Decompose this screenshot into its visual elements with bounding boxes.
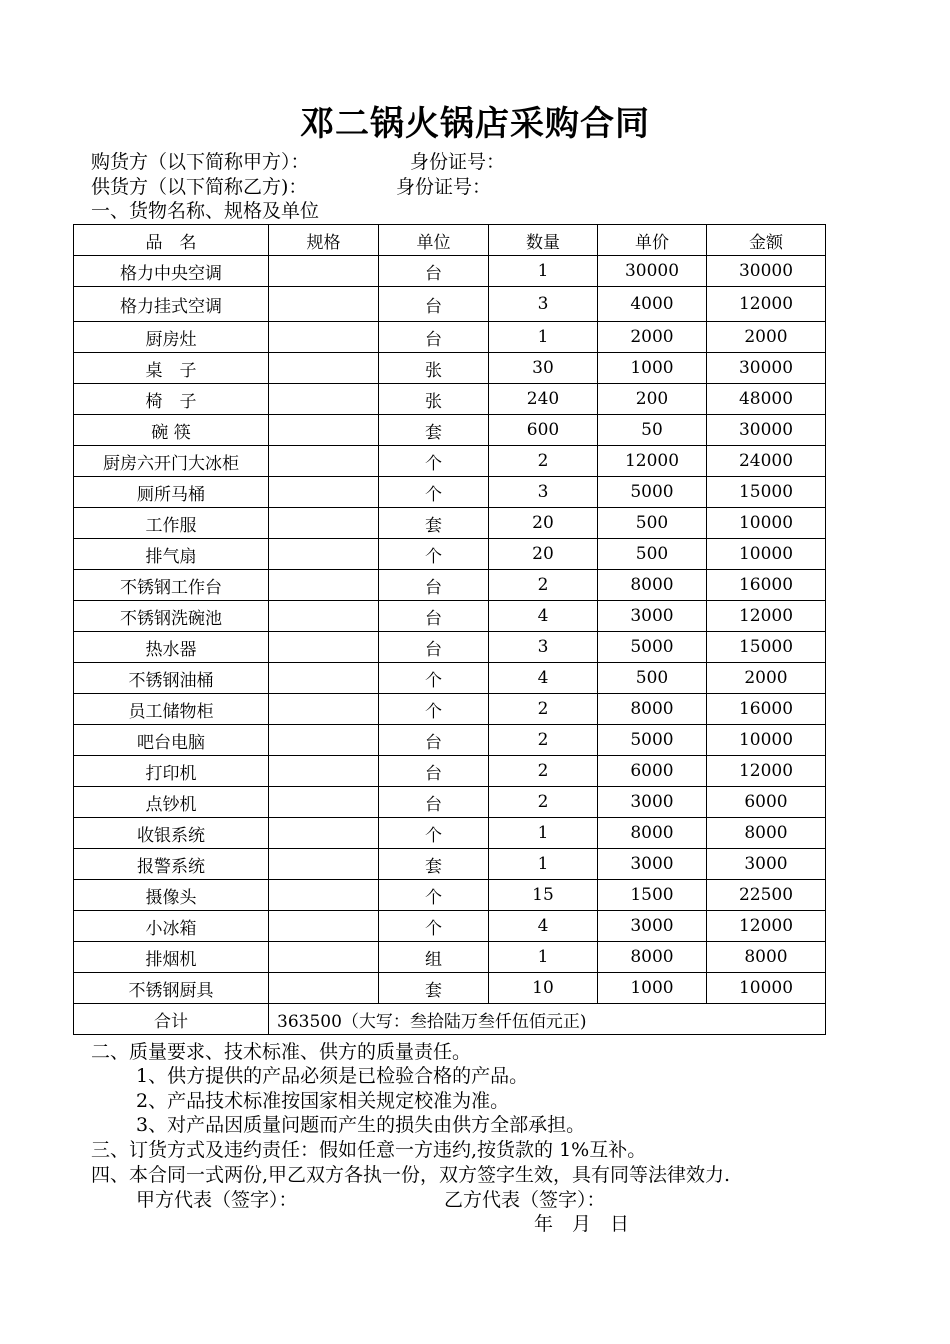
header-price: 单价 xyxy=(598,225,707,256)
cell-name: 厨房六开门大冰柜 xyxy=(74,446,269,477)
section3-text: 三、订货方式及违约责任：假如任意一方违约,按货款的 1%互补。 xyxy=(91,1139,647,1161)
cell-name: 吧台电脑 xyxy=(74,725,269,756)
cell-price: 2000 xyxy=(598,322,707,353)
cell-amount: 15000 xyxy=(707,632,826,663)
cell-qty: 1 xyxy=(489,942,598,973)
cell-amount: 2000 xyxy=(707,663,826,694)
cell-amount: 12000 xyxy=(707,756,826,787)
header-unit: 单位 xyxy=(379,225,489,256)
cell-spec xyxy=(269,942,379,973)
cell-spec xyxy=(269,601,379,632)
party-a-signature-label: 甲方代表（签字）： xyxy=(136,1189,298,1211)
cell-price: 8000 xyxy=(598,570,707,601)
cell-spec xyxy=(269,287,379,322)
cell-spec xyxy=(269,632,379,663)
cell-qty: 3 xyxy=(489,632,598,663)
cell-unit: 台 xyxy=(379,322,489,353)
cell-spec xyxy=(269,787,379,818)
header-amount: 金额 xyxy=(707,225,826,256)
cell-spec xyxy=(269,570,379,601)
cell-name: 小冰箱 xyxy=(74,911,269,942)
cell-name: 排气扇 xyxy=(74,539,269,570)
cell-qty: 15 xyxy=(489,880,598,911)
cell-spec xyxy=(269,756,379,787)
cell-unit: 个 xyxy=(379,446,489,477)
cell-name: 工作服 xyxy=(74,508,269,539)
header-name: 品 名 xyxy=(74,225,269,256)
cell-name: 员工储物柜 xyxy=(74,694,269,725)
cell-unit: 台 xyxy=(379,570,489,601)
cell-unit: 个 xyxy=(379,539,489,570)
cell-qty: 2 xyxy=(489,446,598,477)
cell-spec xyxy=(269,353,379,384)
cell-spec xyxy=(269,256,379,287)
table-row xyxy=(74,818,826,849)
table-row xyxy=(74,256,826,287)
cell-unit: 个 xyxy=(379,663,489,694)
cell-spec xyxy=(269,508,379,539)
cell-price: 12000 xyxy=(598,446,707,477)
cell-name: 排烟机 xyxy=(74,942,269,973)
cell-name: 报警系统 xyxy=(74,849,269,880)
cell-qty: 3 xyxy=(489,287,598,322)
cell-amount: 30000 xyxy=(707,353,826,384)
section2-item-1: 1、供方提供的产品必须是已检验合格的产品。 xyxy=(136,1065,529,1087)
cell-qty: 2 xyxy=(489,570,598,601)
cell-name: 收银系统 xyxy=(74,818,269,849)
cell-qty: 2 xyxy=(489,694,598,725)
cell-unit: 套 xyxy=(379,415,489,446)
cell-spec xyxy=(269,973,379,1004)
cell-price: 5000 xyxy=(598,725,707,756)
cell-qty: 4 xyxy=(489,911,598,942)
table-row xyxy=(74,384,826,415)
table-row xyxy=(74,477,826,508)
cell-amount: 16000 xyxy=(707,570,826,601)
table-row xyxy=(74,632,826,663)
cell-unit: 张 xyxy=(379,353,489,384)
cell-price: 8000 xyxy=(598,942,707,973)
cell-unit: 个 xyxy=(379,911,489,942)
cell-name: 桌 子 xyxy=(74,353,269,384)
cell-price: 500 xyxy=(598,508,707,539)
cell-price: 3000 xyxy=(598,601,707,632)
cell-spec xyxy=(269,880,379,911)
cell-unit: 台 xyxy=(379,632,489,663)
cell-amount: 30000 xyxy=(707,415,826,446)
total-row xyxy=(74,1004,826,1035)
cell-unit: 个 xyxy=(379,694,489,725)
cell-unit: 台 xyxy=(379,756,489,787)
cell-amount: 22500 xyxy=(707,880,826,911)
cell-name: 椅 子 xyxy=(74,384,269,415)
table-row xyxy=(74,539,826,570)
cell-price: 4000 xyxy=(598,287,707,322)
cell-spec xyxy=(269,322,379,353)
cell-name: 摄像头 xyxy=(74,880,269,911)
cell-price: 500 xyxy=(598,663,707,694)
cell-qty: 600 xyxy=(489,415,598,446)
document-title: 邓二锅火锅店采购合同 xyxy=(300,104,650,144)
buyer-id-label: 身份证号： xyxy=(410,151,506,173)
total-value: 363500（大写：叁拾陆万叁仟伍佰元正) xyxy=(269,1004,826,1035)
cell-qty: 1 xyxy=(489,818,598,849)
cell-spec xyxy=(269,725,379,756)
cell-spec xyxy=(269,849,379,880)
cell-price: 5000 xyxy=(598,632,707,663)
cell-qty: 4 xyxy=(489,601,598,632)
cell-qty: 2 xyxy=(489,756,598,787)
cell-price: 1000 xyxy=(598,353,707,384)
cell-qty: 20 xyxy=(489,508,598,539)
table-row xyxy=(74,973,826,1004)
table-row xyxy=(74,663,826,694)
cell-qty: 1 xyxy=(489,849,598,880)
section2-heading: 二、质量要求、技术标准、供方的质量责任。 xyxy=(91,1041,472,1063)
cell-spec xyxy=(269,477,379,508)
cell-qty: 2 xyxy=(489,725,598,756)
table-row xyxy=(74,911,826,942)
cell-price: 6000 xyxy=(598,756,707,787)
cell-spec xyxy=(269,663,379,694)
table-row xyxy=(74,601,826,632)
cell-amount: 8000 xyxy=(707,942,826,973)
cell-qty: 30 xyxy=(489,353,598,384)
cell-amount: 8000 xyxy=(707,818,826,849)
party-b-signature-label: 乙方代表（签字）： xyxy=(444,1189,606,1211)
cell-name: 碗 筷 xyxy=(74,415,269,446)
cell-name: 厨房灶 xyxy=(74,322,269,353)
cell-qty: 4 xyxy=(489,663,598,694)
cell-unit: 套 xyxy=(379,973,489,1004)
section2-item-2: 2、产品技术标准按国家相关规定校准为准。 xyxy=(136,1090,510,1112)
cell-amount: 12000 xyxy=(707,911,826,942)
cell-spec xyxy=(269,384,379,415)
cell-amount: 24000 xyxy=(707,446,826,477)
cell-qty: 240 xyxy=(489,384,598,415)
cell-unit: 个 xyxy=(379,880,489,911)
cell-amount: 16000 xyxy=(707,694,826,725)
cell-price: 200 xyxy=(598,384,707,415)
cell-price: 1500 xyxy=(598,880,707,911)
table-row xyxy=(74,446,826,477)
cell-amount: 12000 xyxy=(707,601,826,632)
cell-amount: 6000 xyxy=(707,787,826,818)
table-row xyxy=(74,787,826,818)
cell-unit: 组 xyxy=(379,942,489,973)
table-row xyxy=(74,287,826,322)
buyer-label: 购货方（以下简称甲方）： xyxy=(91,151,310,173)
table-row xyxy=(74,570,826,601)
cell-price: 8000 xyxy=(598,818,707,849)
cell-name: 不锈钢油桶 xyxy=(74,663,269,694)
cell-unit: 台 xyxy=(379,725,489,756)
cell-amount: 10000 xyxy=(707,508,826,539)
cell-qty: 1 xyxy=(489,322,598,353)
cell-spec xyxy=(269,446,379,477)
cell-name: 不锈钢工作台 xyxy=(74,570,269,601)
cell-name: 热水器 xyxy=(74,632,269,663)
cell-price: 5000 xyxy=(598,477,707,508)
cell-unit: 台 xyxy=(379,601,489,632)
cell-amount: 10000 xyxy=(707,973,826,1004)
cell-spec xyxy=(269,415,379,446)
cell-unit: 套 xyxy=(379,508,489,539)
cell-name: 厕所马桶 xyxy=(74,477,269,508)
cell-unit: 张 xyxy=(379,384,489,415)
cell-price: 500 xyxy=(598,539,707,570)
table-row xyxy=(74,508,826,539)
cell-price: 8000 xyxy=(598,694,707,725)
cell-price: 30000 xyxy=(598,256,707,287)
cell-price: 3000 xyxy=(598,911,707,942)
cell-amount: 12000 xyxy=(707,287,826,322)
table-row xyxy=(74,756,826,787)
cell-qty: 2 xyxy=(489,787,598,818)
cell-qty: 1 xyxy=(489,256,598,287)
header-spec: 规格 xyxy=(269,225,379,256)
cell-amount: 15000 xyxy=(707,477,826,508)
date-line: 年 月 日 xyxy=(534,1213,630,1235)
section2-item-3: 3、对产品因质量问题而产生的损失由供方全部承担。 xyxy=(136,1114,586,1136)
cell-spec xyxy=(269,818,379,849)
table-row xyxy=(74,694,826,725)
cell-price: 3000 xyxy=(598,849,707,880)
table-row xyxy=(74,942,826,973)
cell-unit: 台 xyxy=(379,256,489,287)
cell-unit: 套 xyxy=(379,849,489,880)
cell-name: 格力挂式空调 xyxy=(74,287,269,322)
table-header-row xyxy=(74,225,826,256)
cell-price: 1000 xyxy=(598,973,707,1004)
cell-name: 不锈钢厨具 xyxy=(74,973,269,1004)
cell-name: 点钞机 xyxy=(74,787,269,818)
cell-price: 3000 xyxy=(598,787,707,818)
table-row xyxy=(74,415,826,446)
cell-qty: 20 xyxy=(489,539,598,570)
seller-id-label: 身份证号： xyxy=(396,176,492,198)
table-row xyxy=(74,849,826,880)
cell-spec xyxy=(269,694,379,725)
cell-qty: 10 xyxy=(489,973,598,1004)
table-row xyxy=(74,725,826,756)
cell-unit: 个 xyxy=(379,477,489,508)
cell-amount: 3000 xyxy=(707,849,826,880)
table-row xyxy=(74,353,826,384)
cell-unit: 台 xyxy=(379,287,489,322)
cell-unit: 个 xyxy=(379,818,489,849)
table-row xyxy=(74,322,826,353)
cell-amount: 2000 xyxy=(707,322,826,353)
section4-text: 四、本合同一式两份,甲乙双方各执一份，双方签字生效，具有同等法律效力. xyxy=(91,1164,731,1186)
cell-unit: 台 xyxy=(379,787,489,818)
cell-spec xyxy=(269,539,379,570)
cell-amount: 10000 xyxy=(707,725,826,756)
table-row xyxy=(74,880,826,911)
cell-qty: 3 xyxy=(489,477,598,508)
cell-price: 50 xyxy=(598,415,707,446)
seller-label: 供货方（以下简称乙方)： xyxy=(91,176,308,198)
total-label: 合计 xyxy=(74,1004,269,1035)
cell-amount: 10000 xyxy=(707,539,826,570)
cell-amount: 48000 xyxy=(707,384,826,415)
header-qty: 数量 xyxy=(489,225,598,256)
cell-name: 不锈钢洗碗池 xyxy=(74,601,269,632)
cell-spec xyxy=(269,911,379,942)
cell-name: 格力中央空调 xyxy=(74,256,269,287)
goods-table xyxy=(73,224,826,1035)
cell-name: 打印机 xyxy=(74,756,269,787)
section1-heading: 一、货物名称、规格及单位 xyxy=(91,200,320,222)
cell-amount: 30000 xyxy=(707,256,826,287)
